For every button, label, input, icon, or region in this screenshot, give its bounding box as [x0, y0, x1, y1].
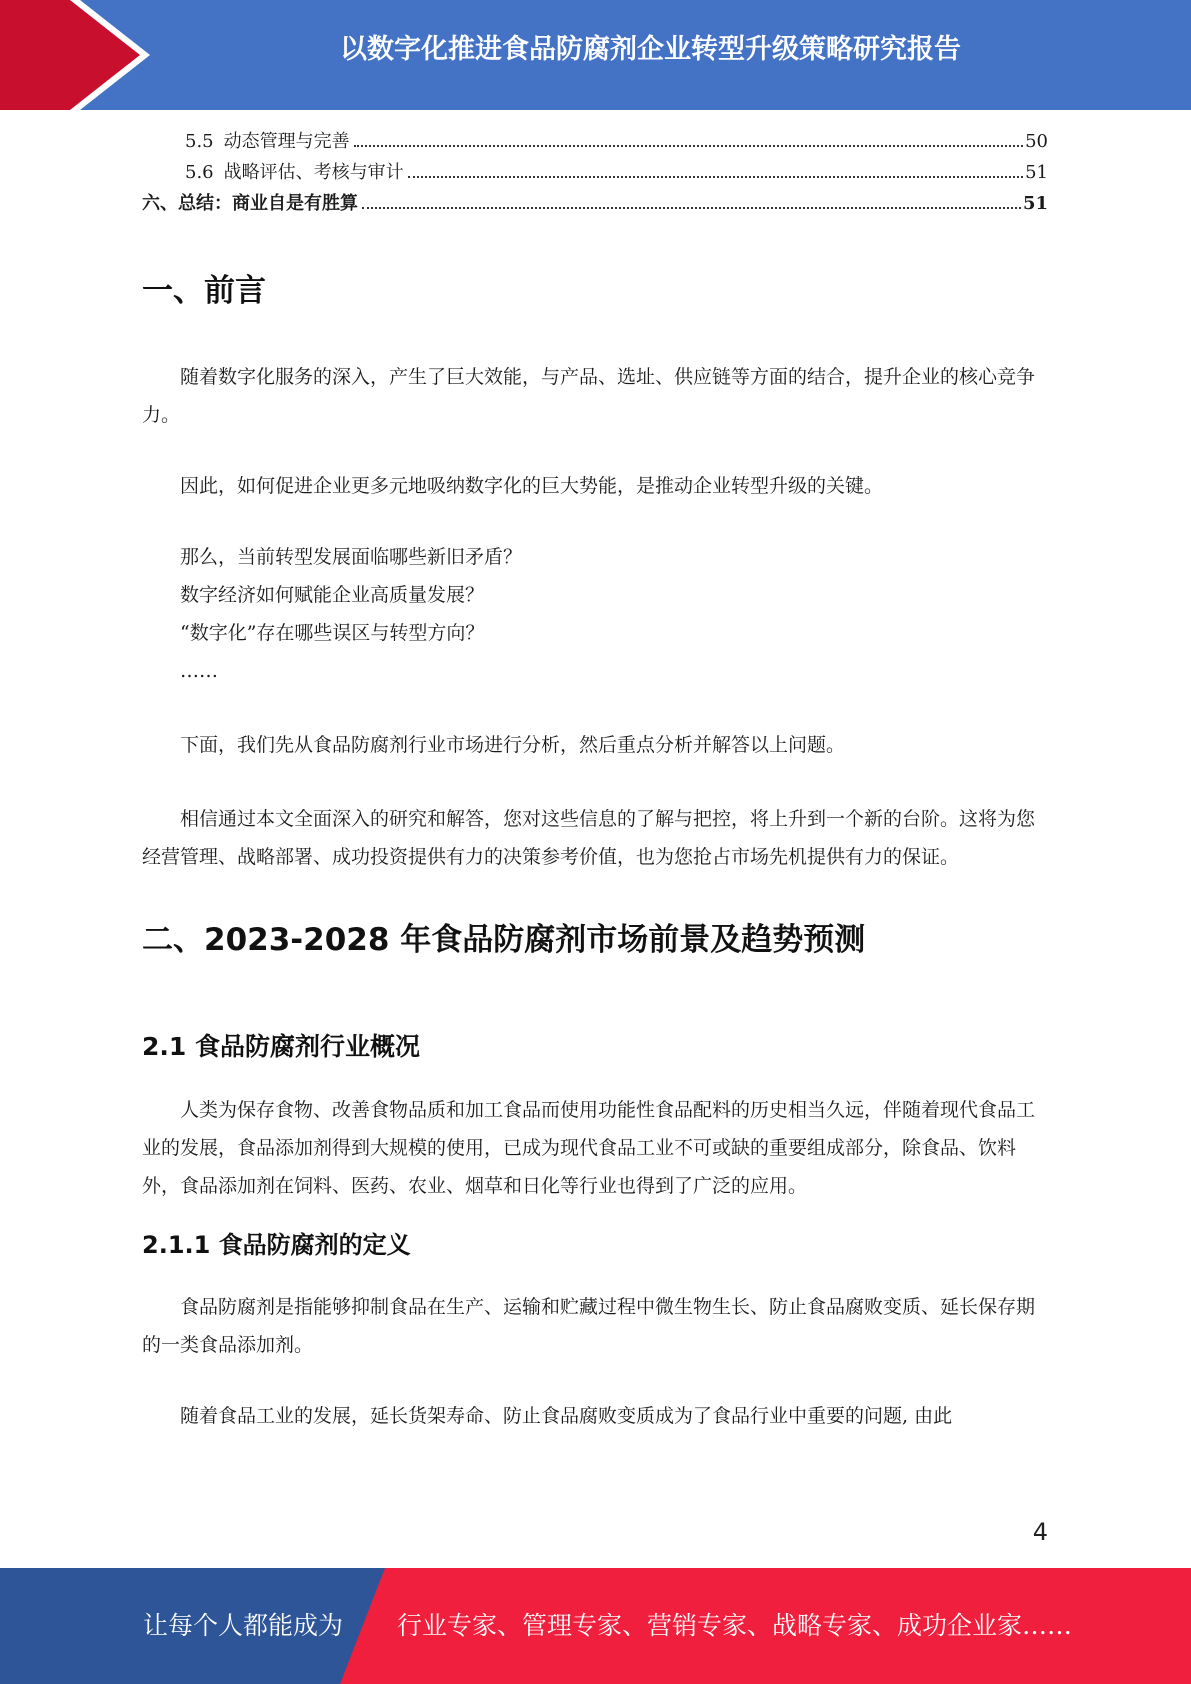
toc-entry-number: 5.6 [185, 162, 214, 183]
toc-entry-page: 51 [1025, 162, 1048, 183]
section-heading-market: 二、2023-2028 年食品防腐剂市场前景及趋势预测 [142, 922, 866, 958]
header-banner [0, 0, 1191, 110]
paragraph: 相信通过本文全面深入的研究和解答，您对这些信息的了解与把控，将上升到一个新的台阶。这将为您经营管理、战略部署、成功投资提供有力的决策参考价值，也为您抢占市场先机提供有力的保证。 [142, 808, 1036, 868]
question-item: 数字经济如何赋能企业高质量发展？ [180, 584, 485, 606]
question-list [142, 538, 1048, 690]
footer-slogan-left: 让每个人都能成为 [143, 1611, 344, 1640]
paragraph: 下面，我们先从食品防腐剂行业市场进行分析，然后重点分析并解答以上问题。 [180, 734, 846, 756]
toc-entry-5-6[interactable] [142, 158, 1048, 189]
paragraph: 随着食品工业的发展，延长货架寿命、防止食品腐败变质成为了食品行业中重要的问题, 由此 [180, 1405, 953, 1427]
document-body [142, 260, 1048, 1435]
paragraph: 因此，如何促进企业更多元地吸纳数字化的巨大势能，是推动企业转型升级的关键。 [180, 475, 884, 497]
page-number: 4 [1032, 1518, 1048, 1546]
footer-banner [0, 1568, 1191, 1684]
table-of-contents [142, 127, 1048, 220]
toc-entry-label: 六、总结：商业自是有胜算 [142, 193, 358, 214]
footer-slogan-right: 行业专家、管理专家、营销专家、战略专家、成功企业家…… [397, 1611, 1073, 1640]
paragraph: 随着数字化服务的深入，产生了巨大效能，与产品、选址、供应链等方面的结合，提升企业的核心竞争力。 [142, 366, 1036, 426]
question-item: …… [180, 660, 218, 682]
toc-dot-leader [362, 206, 1021, 209]
report-title: 以数字化推进食品防腐剂企业转型升级策略研究报告 [340, 34, 961, 65]
chevron-arrow-icon [0, 0, 140, 110]
question-item: 那么，当前转型发展面临哪些新旧矛盾？ [180, 546, 523, 568]
subsection-heading-2-1: 2.1 食品防腐剂行业概况 [142, 1032, 420, 1061]
toc-entry-page: 51 [1022, 193, 1048, 214]
question-item: “数字化”存在哪些误区与转型方向？ [180, 622, 485, 644]
section-heading-preface: 一、前言 [142, 273, 266, 309]
toc-entry-label: 战略评估、考核与审计 [223, 162, 404, 183]
toc-entry-6[interactable] [142, 189, 1048, 220]
toc-entry-5-5[interactable] [142, 127, 1048, 158]
paragraph: 食品防腐剂是指能够抑制食品在生产、运输和贮藏过程中微生物生长、防止食品腐败变质、延长保存期的一类食品添加剂。 [142, 1296, 1036, 1356]
toc-entry-label: 动态管理与完善 [223, 131, 350, 152]
toc-entry-page: 50 [1025, 131, 1048, 152]
toc-entry-number: 5.5 [185, 131, 214, 152]
subsection-heading-2-1-1: 2.1.1 食品防腐剂的定义 [142, 1231, 411, 1259]
toc-dot-leader [354, 144, 1023, 147]
paragraph: 人类为保存食物、改善食物品质和加工食品而使用功能性食品配料的历史相当久远，伴随着现代食品工业的发展，食品添加剂得到大规模的使用，已成为现代食品工业不可或缺的重要组成部分，除食品、饮料外，食品添加剂在饲料、医药、农业、烟草和日化等行业也得到了广泛的应用。 [142, 1099, 1036, 1197]
toc-dot-leader [408, 175, 1023, 178]
